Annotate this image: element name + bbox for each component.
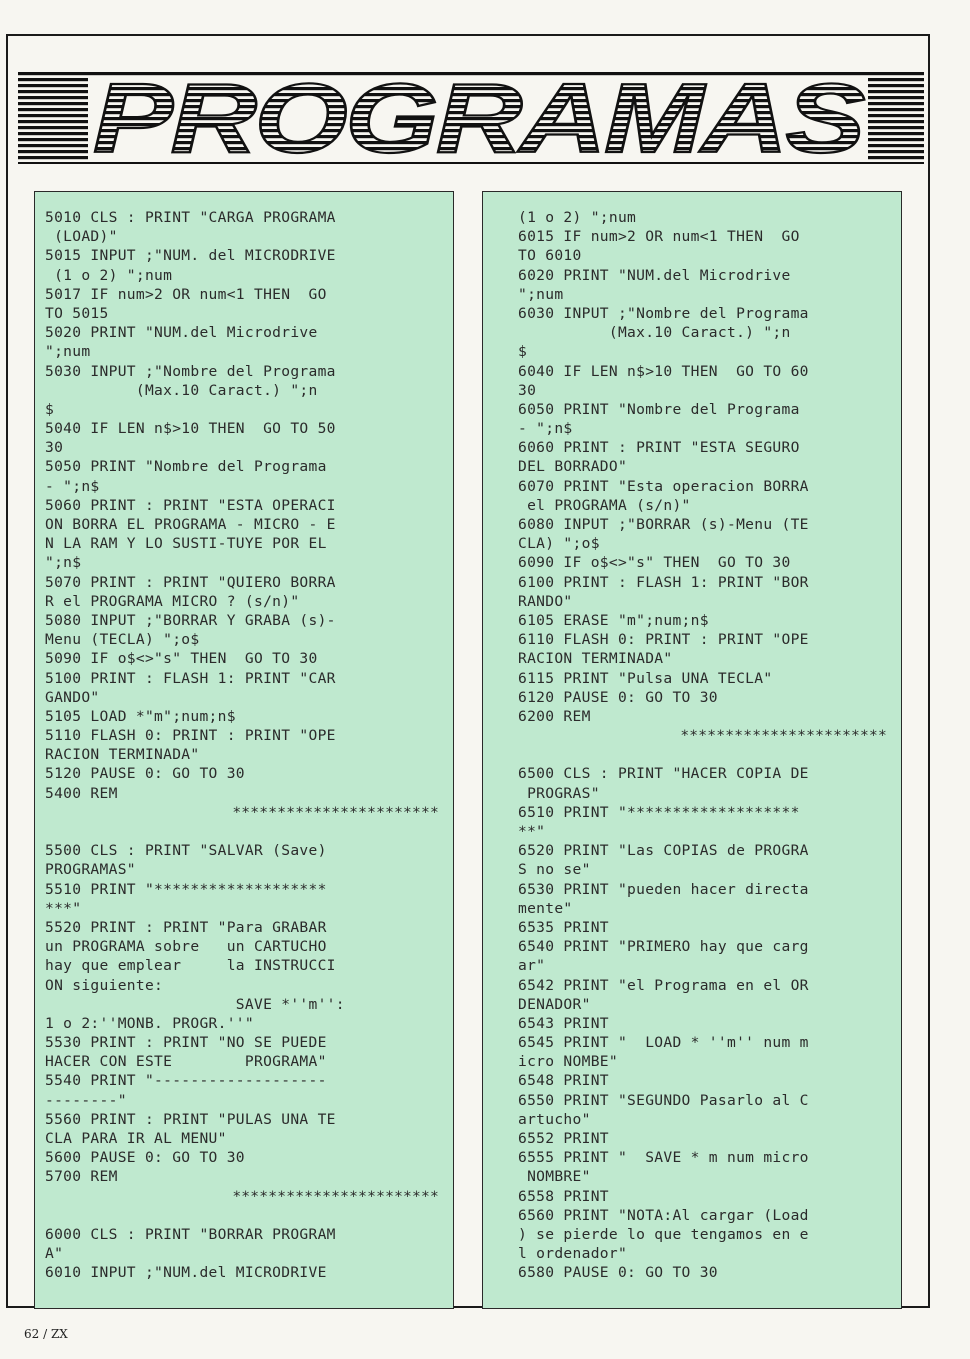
code-line [35,1206,443,1225]
code-line: 6545 PRINT " LOAD * ''m'' num m [518,1034,809,1052]
code-line: 6110 FLASH 0: PRINT : PRINT "OPE [518,631,809,649]
code-line: ar" [518,957,546,975]
code-line [483,745,891,764]
code-line: R el PROGRAMA MICRO ? (s/n)" [45,592,300,610]
code-line: DEL BORRADO" [518,458,628,476]
code-line: icro NOMBE" [518,1053,618,1071]
code-line: 5020 PRINT "NUM.del Microdrive [45,324,318,342]
programas-header [18,72,924,164]
code-line: 1 o 2:''MONB. PROGR.''" [45,1014,254,1032]
code-line: 6015 IF num>2 OR num<1 THEN GO [518,228,800,246]
code-line: 6080 INPUT ;"BORRAR (s)-Menu (TE [518,516,809,533]
code-line: 6580 PAUSE 0: GO TO 30 [518,1264,718,1282]
code-line: 5017 IF num>2 OR num<1 THEN GO [45,285,327,303]
code-line: ";n$ [45,554,82,572]
listing-panel-right [482,191,902,1309]
code-line: RACION TERMINADA" [45,746,200,764]
listing-panel-left [34,191,454,1309]
code-line: 6555 PRINT " SAVE * m num micro [518,1149,809,1167]
code-line: 5110 FLASH 0: PRINT : PRINT "OPE [45,727,336,745]
code-line: mente" [518,899,573,917]
code-line: 6000 CLS : PRINT "BORRAR PROGRAM [45,1225,336,1243]
code-line: 6500 CLS : PRINT "HACER COPIA DE [518,765,809,783]
programas-banner-graphic [18,72,924,164]
code-line: HACER CON ESTE PROGRAMA" [45,1053,327,1071]
code-line: **" [518,823,546,840]
code-line: 5030 INPUT ;"Nombre del Programa [45,362,336,380]
code-line: l ordenador" [518,1245,628,1263]
code-line: 5530 PRINT : PRINT "NO SE PUEDE [45,1034,327,1052]
code-line: 6120 PAUSE 0: GO TO 30 [518,688,718,706]
code-line: - ";n$ [45,477,100,495]
header-title: PROGRAMAS [93,72,865,164]
code-line: - ";n$ [518,420,573,438]
code-line: 6090 IF o$<>"s" THEN GO TO 30 [518,554,791,572]
code-line: 6020 PRINT "NUM.del Microdrive [518,266,791,284]
code-line: TO 5015 [45,304,109,322]
code-line: 5040 IF LEN n$>10 THEN GO TO 50 [45,420,336,438]
code-line: 30 [518,381,537,399]
code-line: GANDO" [45,688,100,706]
code-line: 5400 REM [45,784,118,802]
code-line: 6530 PRINT "pueden hacer directa [518,880,809,898]
code-line: artucho" [518,1110,591,1128]
code-line: 6010 INPUT ;"NUM.del MICRODRIVE [45,1264,327,1282]
code-line: 6558 PRINT [518,1187,609,1205]
code-line: ";num [518,285,564,303]
code-line: (1 o 2) ";num [45,266,173,284]
code-line: 6510 PRINT "******************* [518,803,800,821]
code-line: 6105 ERASE "m";num;n$ [518,611,709,629]
code-line: 5080 INPUT ;"BORRAR Y GRABA (s)- [45,611,336,629]
code-line: A" [45,1245,64,1263]
code-line: 5560 PRINT : PRINT "PULAS UNA TE [45,1110,336,1128]
code-line: 5120 PAUSE 0: GO TO 30 [45,765,245,783]
code-line: --------" [45,1091,127,1109]
code-line: 6030 INPUT ;"Nombre del Programa [518,304,809,322]
code-line: 6552 PRINT [518,1130,609,1147]
code-line: ON siguiente: [45,976,164,994]
code-line: 6560 PRINT "NOTA:Al cargar (Load [518,1206,809,1224]
code-line: $ [518,343,528,361]
code-line: N LA RAM Y LO SUSTI-TUYE POR EL [45,535,327,553]
code-line [35,822,443,841]
code-line: (1 o 2) ";num [518,209,637,226]
code-line: 6550 PRINT "SEGUNDO Pasarlo al C [518,1091,809,1109]
code-line: 5520 PRINT : PRINT "Para GRABAR [45,918,327,936]
code-line: (Max.10 Caract.) ";n [45,381,318,399]
code-line: 6200 REM [518,707,591,725]
code-line: NOMBRE" [518,1168,591,1186]
code-line: ) se pierde lo que tengamos en e [518,1225,809,1243]
code-line: 5060 PRINT : PRINT "ESTA OPERACI [45,496,336,514]
code-line: 5070 PRINT : PRINT "QUIERO BORRA [45,573,336,591]
code-line: RACION TERMINADA" [518,650,673,668]
code-line: RANDO" [518,592,573,610]
code-line: (Max.10 Caract.) ";n [518,324,791,342]
code-line: SAVE *''m'': [45,995,345,1013]
code-line: 6040 IF LEN n$>10 THEN GO TO 60 [518,362,809,380]
code-line: PROGRAS" [518,784,600,802]
code-line: ";num [45,343,91,361]
code-line: hay que emplear la INSTRUCCI [45,957,336,975]
code-line: el PROGRAMA (s/n)" [518,496,691,514]
code-line: 6540 PRINT "PRIMERO hay que carg [518,938,809,956]
code-line: 6520 PRINT "Las COPIAS de PROGRA [518,842,809,860]
code-line: un PROGRAMA sobre un CARTUCHO [45,938,327,956]
code-line: 6070 PRINT "Esta operacion BORRA [518,477,809,495]
code-line: 30 [45,439,64,457]
code-line: 5600 PAUSE 0: GO TO 30 [45,1149,245,1167]
code-line: PROGRAMAS" [45,861,136,879]
code-line: TO 6010 [518,247,582,265]
page-footer: 62 / ZX [24,1327,68,1341]
code-line: S no se" [518,861,591,879]
code-line: CLA PARA IR AL MENU" [45,1130,227,1147]
code-line: 6100 PRINT : FLASH 1: PRINT "BOR [518,573,809,591]
code-line: Menu (TECLA) ";o$ [45,631,200,649]
code-line: 5105 LOAD *"m";num;n$ [45,707,236,725]
code-line: *********************** [680,727,887,745]
code-line: 5100 PRINT : FLASH 1: PRINT "CAR [45,669,336,687]
code-line: 5010 CLS : PRINT "CARGA PROGRAMA [45,209,336,226]
code-line: DENADOR" [518,995,591,1013]
code-line: 5700 REM [45,1168,118,1186]
code-line: 6115 PRINT "Pulsa UNA TECLA" [518,669,773,687]
code-line: 6543 PRINT [518,1014,609,1032]
code-line: 5500 CLS : PRINT "SALVAR (Save) [45,842,327,860]
code-line: 6050 PRINT "Nombre del Programa [518,400,800,418]
code-line: ***" [45,899,82,917]
code-line: 6548 PRINT [518,1072,609,1090]
code-line: 6535 PRINT [518,918,609,936]
code-line: 6060 PRINT : PRINT "ESTA SEGURO [518,439,800,457]
code-line: 5510 PRINT "******************* [45,880,327,898]
code-line: *********************** [232,1187,439,1205]
code-line: CLA) ";o$ [518,535,600,553]
code-line: 5540 PRINT "------------------- [45,1072,327,1090]
code-line: ON BORRA EL PROGRAMA - MICRO - E [45,516,336,533]
code-line: 5015 INPUT ;"NUM. del MICRODRIVE [45,247,336,265]
code-line: 5050 PRINT "Nombre del Programa [45,458,327,476]
code-line: 5090 IF o$<>"s" THEN GO TO 30 [45,650,318,668]
code-line: 6542 PRINT "el Programa en el OR [518,976,809,994]
code-line: $ [45,400,55,418]
code-line: *********************** [232,803,439,821]
code-line: (LOAD)" [45,228,118,246]
